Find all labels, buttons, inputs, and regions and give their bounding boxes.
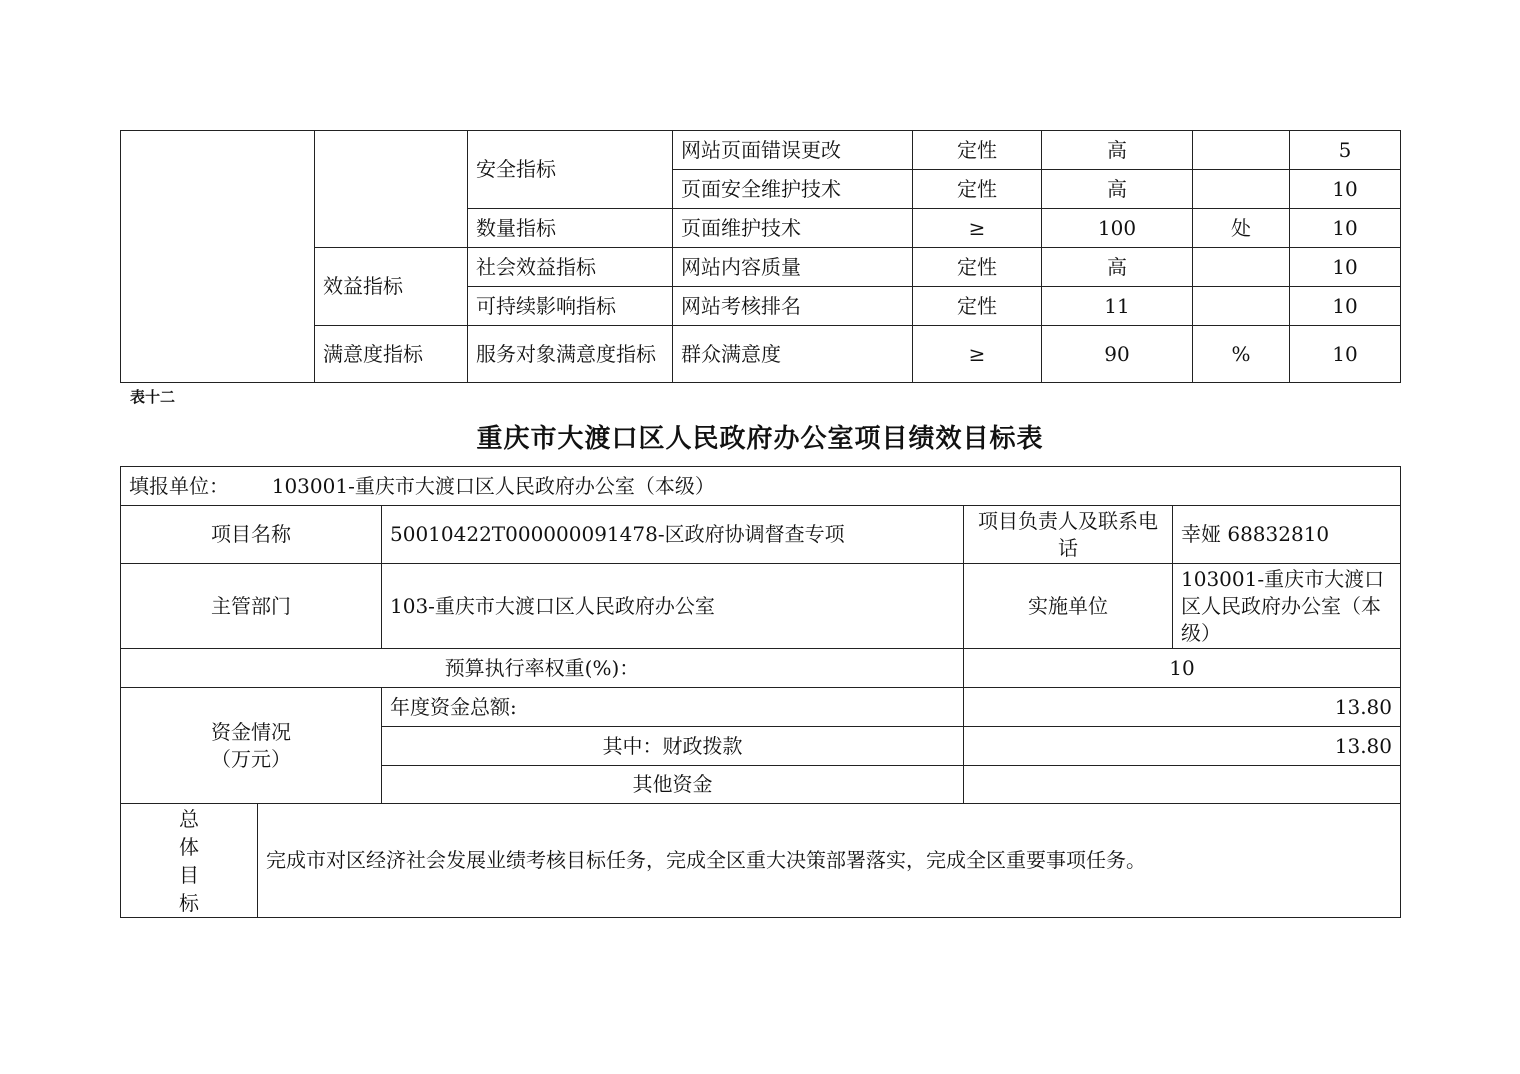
goal-char: 标 [179, 890, 199, 915]
annual-total-label: 年度资金总额: [382, 688, 964, 727]
contact-label: 项目负责人及联系电话 [964, 506, 1173, 564]
overall-goal-label [121, 804, 258, 918]
goal-char: 总 [179, 806, 199, 831]
level3-cell: 数量指标 [468, 209, 673, 248]
table-row [121, 131, 1401, 170]
indicator-unit [1193, 287, 1290, 326]
level3-cell: 可持续影响指标 [468, 287, 673, 326]
indicator-value: 11 [1042, 287, 1193, 326]
table-row [121, 804, 1401, 918]
dept-label: 主管部门 [121, 564, 382, 649]
indicator-type: 定性 [913, 131, 1042, 170]
indicator-name: 群众满意度 [673, 326, 913, 383]
dept-value: 103-重庆市大渡口区人民政府办公室 [382, 564, 964, 649]
contact-value: 幸娅 68832810 [1173, 506, 1401, 564]
indicator-name: 页面维护技术 [673, 209, 913, 248]
other-funds-label: 其他资金 [382, 766, 964, 804]
annual-total-value: 13.80 [964, 688, 1401, 727]
indicator-weight: 10 [1290, 248, 1401, 287]
project-name-label: 项目名称 [121, 506, 382, 564]
indicator-unit: 处 [1193, 209, 1290, 248]
indicator-type: ≥ [913, 209, 1042, 248]
table-row [121, 688, 1401, 727]
indicator-type: 定性 [913, 287, 1042, 326]
level3-cell: 社会效益指标 [468, 248, 673, 287]
indicator-unit [1193, 248, 1290, 287]
indicator-type: ≥ [913, 326, 1042, 383]
level2-cell: 效益指标 [315, 248, 468, 326]
level3-cell: 服务对象满意度指标 [468, 326, 673, 383]
table-row [121, 649, 1401, 688]
table-number-label: 表十二 [130, 388, 176, 406]
indicator-weight: 10 [1290, 170, 1401, 209]
indicator-unit [1193, 131, 1290, 170]
funds-unit: （万元） [211, 746, 291, 771]
fiscal-label: 其中：财政拨款 [382, 727, 964, 766]
indicator-value: 高 [1042, 170, 1193, 209]
table-row [121, 467, 1401, 506]
other-funds-value [964, 766, 1401, 804]
table-row [121, 564, 1401, 649]
overall-goal-text: 完成市对区经济社会发展业绩考核目标任务，完成全区重大决策部署落实，完成全区重要事项任务。 [258, 804, 1401, 918]
goal-char: 目 [179, 862, 199, 887]
indicator-weight: 5 [1290, 131, 1401, 170]
goal-char: 体 [179, 834, 199, 859]
level2-cell [315, 131, 468, 248]
indicator-unit: % [1193, 326, 1290, 383]
indicator-type: 定性 [913, 248, 1042, 287]
funds-label: 资金情况 [211, 719, 291, 744]
table-row [121, 506, 1401, 564]
level3-cell: 安全指标 [468, 131, 673, 209]
indicator-name: 页面安全维护技术 [673, 170, 913, 209]
level2-cell: 满意度指标 [315, 326, 468, 383]
indicator-weight: 10 [1290, 326, 1401, 383]
indicator-value: 100 [1042, 209, 1193, 248]
indicator-name: 网站考核排名 [673, 287, 913, 326]
impl-unit-value: 103001-重庆市大渡口区人民政府办公室（本级） [1173, 564, 1401, 649]
page-title: 重庆市大渡口区人民政府办公室项目绩效目标表 [476, 424, 1044, 454]
reporting-unit-row [121, 467, 1401, 506]
indicator-weight: 10 [1290, 287, 1401, 326]
reporting-unit-value: 103001-重庆市大渡口区人民政府办公室（本级） [271, 473, 715, 498]
indicator-name: 网站内容质量 [673, 248, 913, 287]
impl-unit-label: 实施单位 [964, 564, 1173, 649]
level1-cell [121, 131, 315, 383]
indicator-type: 定性 [913, 170, 1042, 209]
reporting-unit-label: 填报单位： [129, 473, 229, 498]
indicator-value: 90 [1042, 326, 1193, 383]
funds-label-cell [121, 688, 382, 804]
project-goal-table [120, 466, 1401, 918]
project-name-value: 50010422T000000091478-区政府协调督查专项 [382, 506, 964, 564]
fiscal-value: 13.80 [964, 727, 1401, 766]
indicator-weight: 10 [1290, 209, 1401, 248]
indicator-value: 高 [1042, 248, 1193, 287]
indicator-unit [1193, 170, 1290, 209]
indicator-name: 网站页面错误更改 [673, 131, 913, 170]
budget-rate-label: 预算执行率权重(%)： [121, 649, 964, 688]
indicator-table-continuation [120, 130, 1401, 383]
indicator-value: 高 [1042, 131, 1193, 170]
budget-rate-value: 10 [964, 649, 1401, 688]
